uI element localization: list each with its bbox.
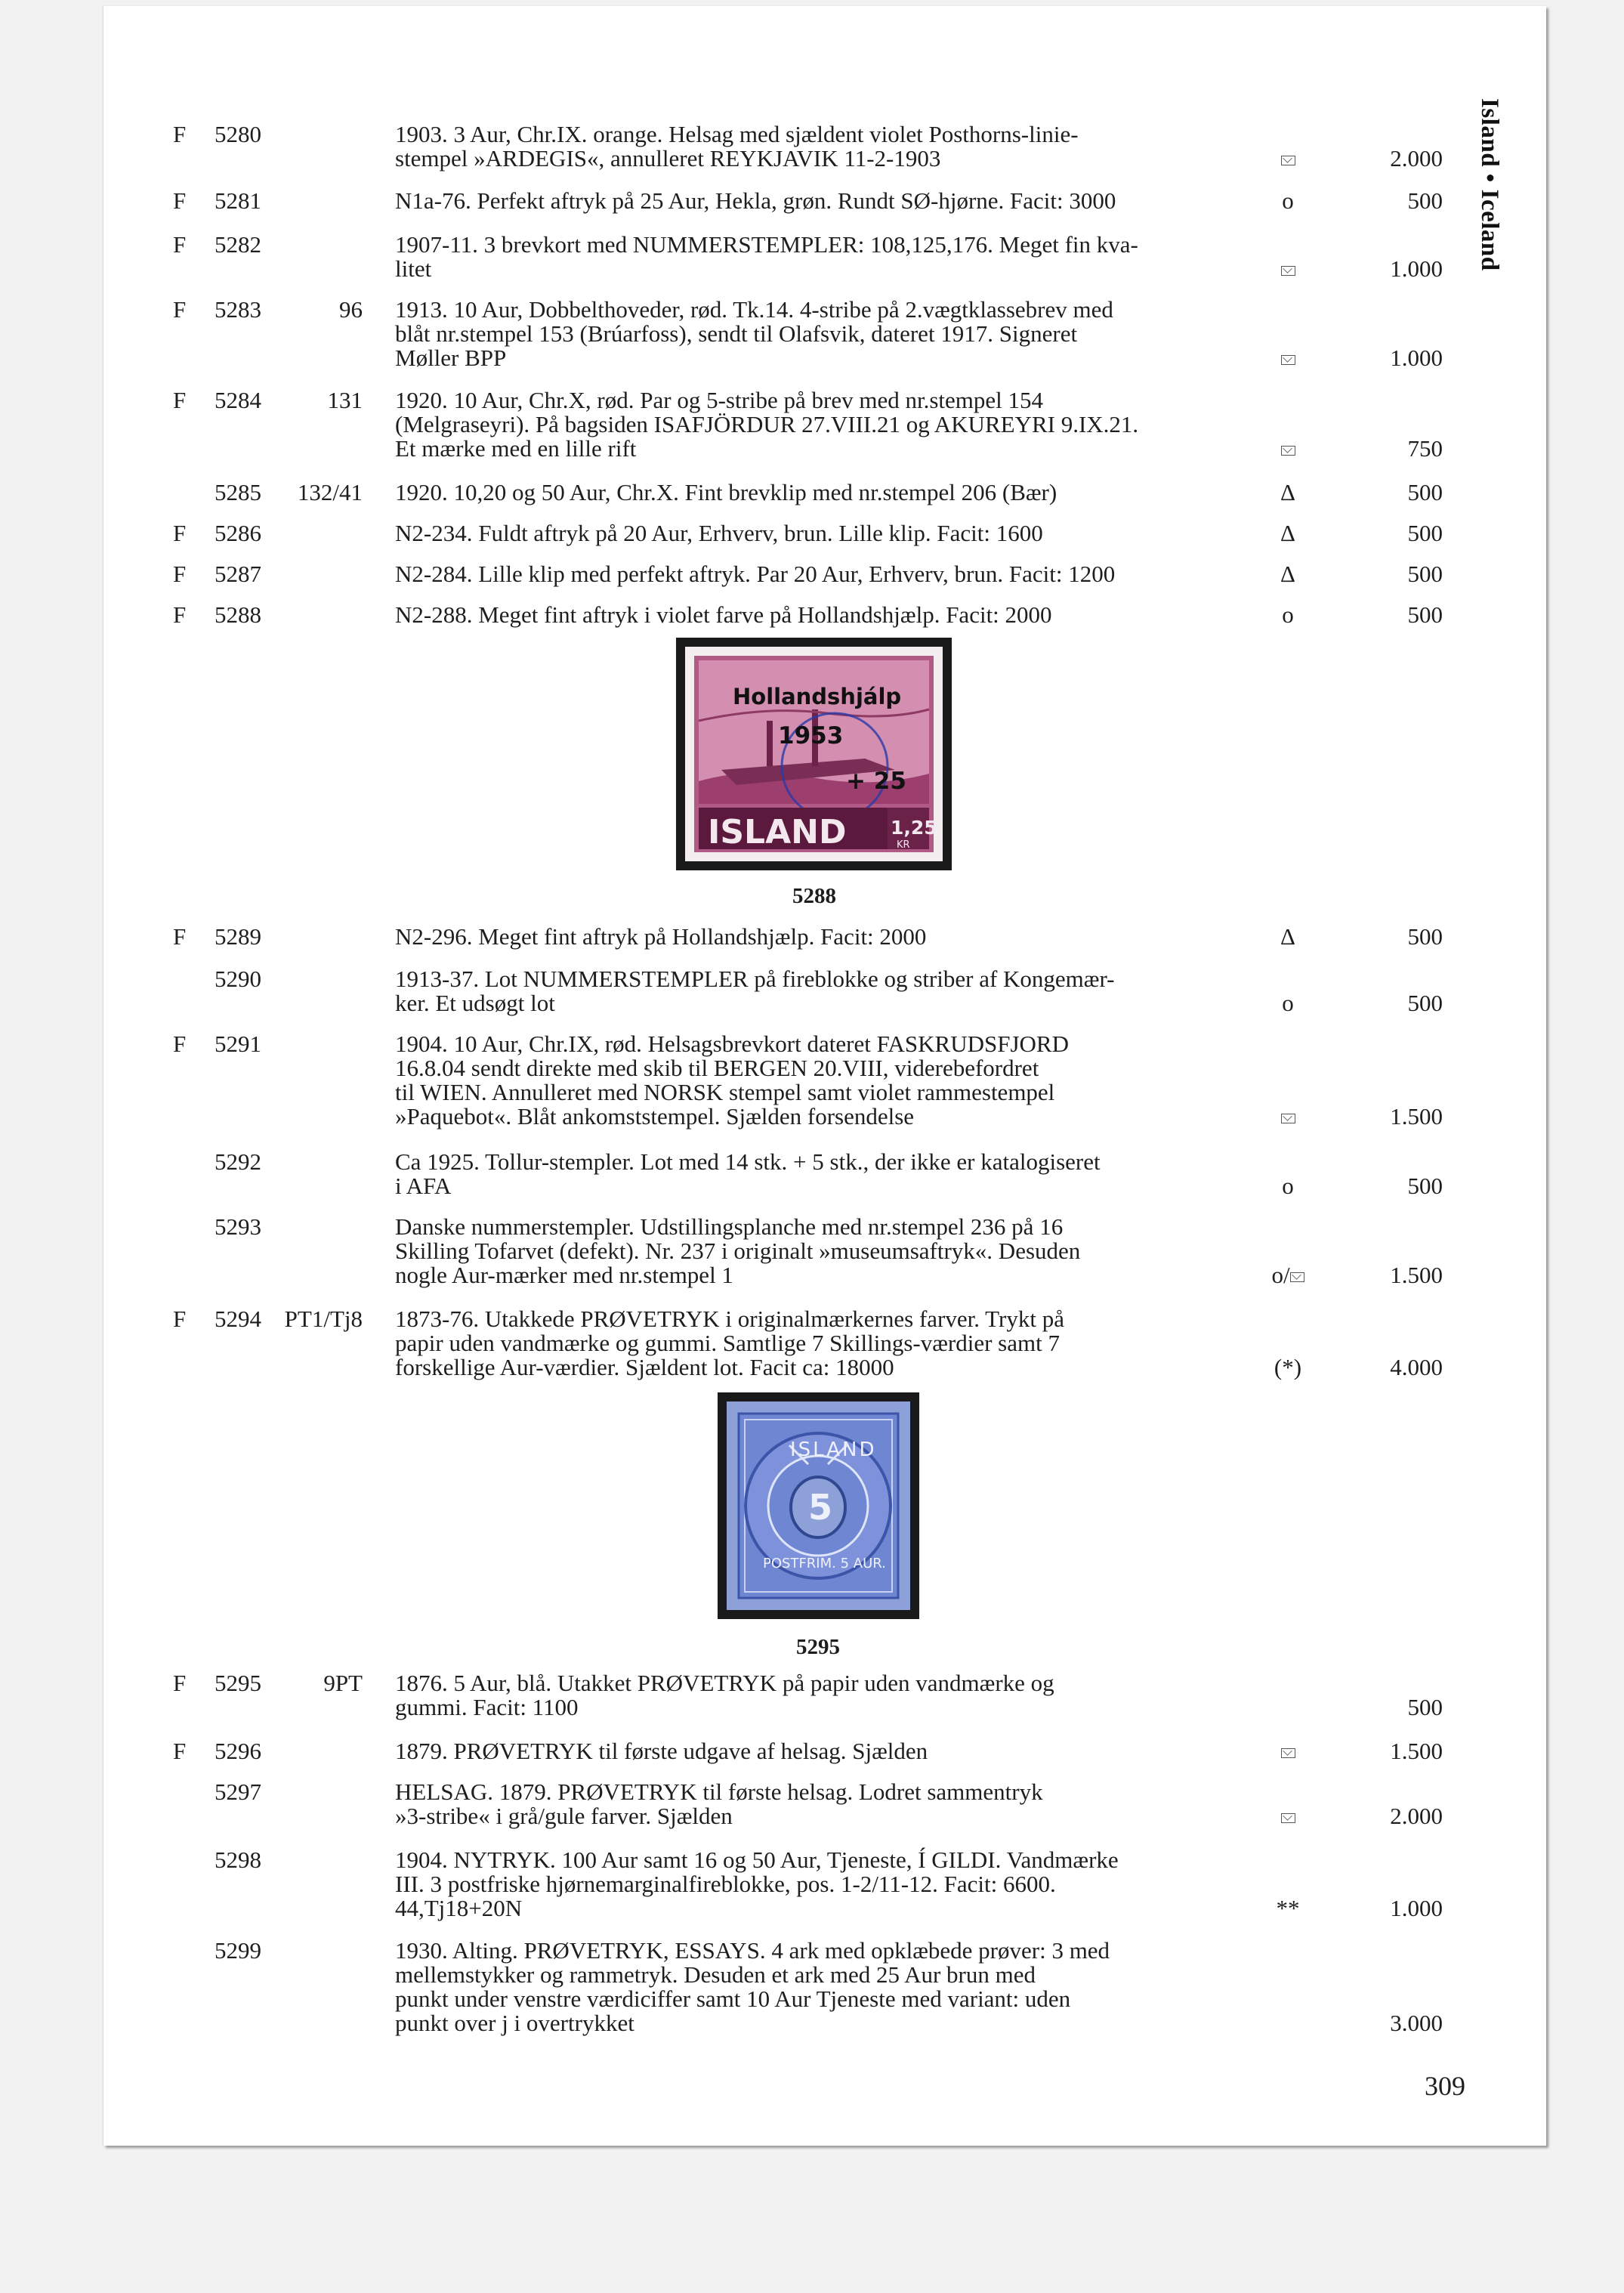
condition-symbol: (*) bbox=[1274, 1354, 1302, 1380]
lot-number: 5295 bbox=[215, 1670, 261, 1696]
description-line: N2-296. Meget fint aftryk på Hollandshjælp. Facit: 2000 bbox=[395, 923, 927, 950]
condition-symbol: Δ bbox=[1280, 479, 1295, 505]
description-line: papir uden vandmærke og gummi. Samtlige 7 Skillings-værdier samt 7 bbox=[395, 1330, 1060, 1356]
lot-number: 5297 bbox=[215, 1778, 261, 1805]
lot-number: 5291 bbox=[215, 1031, 261, 1057]
lot-flag: F bbox=[173, 121, 187, 147]
lot-flag: F bbox=[173, 1031, 187, 1057]
lot-flag: F bbox=[173, 923, 187, 950]
description-line: »Paquebot«. Blåt ankomststempel. Sjælden forsendelse bbox=[395, 1103, 915, 1130]
description-line: 16.8.04 sendt direkte med skib til BERGEN 20.VIII, viderebefordret bbox=[395, 1055, 1039, 1081]
description-line: 1920. 10 Aur, Chr.X, rød. Par og 5-stribe på brev med nr.stempel 154 bbox=[395, 387, 1044, 413]
lot-number: 5283 bbox=[215, 296, 261, 323]
description-line: Danske nummerstempler. Udstillingsplanche med nr.stempel 236 på 16 bbox=[395, 1213, 1064, 1240]
description-line: (Melgraseyri). På bagsiden ISAFJÖRDUR 27.VIII.21 og AKUREYRI 9.IX.21. bbox=[395, 411, 1139, 437]
lot-flag: F bbox=[173, 1670, 187, 1696]
lot-flag: F bbox=[173, 1738, 187, 1764]
lot-number: 5299 bbox=[215, 1937, 261, 1964]
lot-description bbox=[395, 1307, 1233, 1380]
lot-flag: F bbox=[173, 296, 187, 323]
estimate-price: 1.500 bbox=[1390, 1738, 1443, 1764]
description-line: N2-284. Lille klip med perfekt aftryk. Par 20 Aur, Erhverv, brun. Facit: 1200 bbox=[395, 561, 1116, 587]
lot-flag: F bbox=[173, 387, 187, 413]
description-line: »3-stribe« i grå/gule farver. Sjælden bbox=[395, 1803, 733, 1829]
estimate-price: 500 bbox=[1407, 187, 1443, 214]
description-line: 1904. 10 Aur, Chr.IX, rød. Helsagsbrevkort dateret FASKRUDSFJORD bbox=[395, 1031, 1069, 1057]
description-line: 44,Tj18+20N bbox=[395, 1895, 523, 1921]
condition-symbol bbox=[1254, 346, 1322, 370]
estimate-price: 500 bbox=[1407, 520, 1443, 546]
estimate-price: 3.000 bbox=[1390, 2010, 1443, 2036]
lot-number: 5288 bbox=[215, 601, 261, 628]
condition-symbol bbox=[1254, 1105, 1322, 1129]
catalog-ref: 131 bbox=[327, 387, 363, 413]
page-number: 309 bbox=[1425, 2071, 1465, 2101]
description-line: nogle Aur-mærker med nr.stempel 1 bbox=[395, 1262, 733, 1288]
stamp-5288-svg bbox=[676, 638, 952, 870]
description-line: Møller BPP bbox=[395, 345, 507, 371]
stamp-currency: KR bbox=[897, 839, 910, 851]
lot-number: 5285 bbox=[215, 479, 261, 505]
description-line: gummi. Facit: 1100 bbox=[395, 1694, 579, 1720]
lot-number: 5290 bbox=[215, 966, 261, 992]
stamp-top-text: ISLAND bbox=[790, 1439, 877, 1461]
stamp-overprint-line3: + 25 bbox=[846, 768, 906, 795]
lot-number: 5282 bbox=[215, 231, 261, 258]
lot-flag: F bbox=[173, 520, 187, 546]
lot-number: 5289 bbox=[215, 923, 261, 950]
description-line: HELSAG. 1879. PRØVETRYK til første helsag. Lodret sammentryk bbox=[395, 1778, 1043, 1805]
image-caption-5288: 5288 bbox=[792, 884, 836, 908]
estimate-price: 500 bbox=[1407, 561, 1443, 587]
lot-description bbox=[395, 233, 1233, 281]
lot-flag: F bbox=[173, 561, 187, 587]
condition-symbol: o bbox=[1282, 187, 1294, 214]
lot-number: 5287 bbox=[215, 561, 261, 587]
description-line: til WIEN. Annulleret med NORSK stempel samt violet rammestempel bbox=[395, 1079, 1055, 1105]
estimate-price: 500 bbox=[1407, 479, 1443, 505]
condition-symbol bbox=[1254, 1263, 1322, 1287]
estimate-price: 750 bbox=[1407, 435, 1443, 462]
stamp-image-5288 bbox=[676, 638, 952, 870]
catalog-ref: 96 bbox=[339, 296, 363, 323]
description-line: 1913. 10 Aur, Dobbelthoveder, rød. Tk.14. 4-stribe på 2.vægtklassebrev med bbox=[395, 296, 1113, 323]
lot-description bbox=[395, 122, 1233, 171]
cover-envelope-icon bbox=[1290, 1272, 1304, 1282]
description-line: N2-234. Fuldt aftryk på 20 Aur, Erhverv, brun. Lille klip. Facit: 1600 bbox=[395, 520, 1043, 546]
lot-flag: F bbox=[173, 1306, 187, 1332]
lot-description bbox=[395, 1150, 1233, 1198]
description-line: 1907-11. 3 brevkort med NUMMERSTEMPLER: 108,125,176. Meget fin kva- bbox=[395, 231, 1138, 258]
estimate-price: 2.000 bbox=[1390, 145, 1443, 172]
condition-symbol bbox=[1254, 257, 1322, 281]
estimate-price: 2.000 bbox=[1390, 1803, 1443, 1829]
lot-number: 5292 bbox=[215, 1148, 261, 1175]
cover-envelope-icon bbox=[1281, 1114, 1295, 1123]
description-line: 1879. PRØVETRYK til første udgave af helsag. Sjælden bbox=[395, 1738, 928, 1764]
lot-number: 5286 bbox=[215, 520, 261, 546]
lot-number: 5284 bbox=[215, 387, 261, 413]
lot-flag: F bbox=[173, 187, 187, 214]
stamp-country: ISLAND bbox=[708, 813, 847, 851]
condition-symbol: Δ bbox=[1280, 520, 1295, 546]
estimate-price: 1.000 bbox=[1390, 345, 1443, 371]
cover-envelope-icon bbox=[1281, 156, 1295, 165]
stamp-image-5295 bbox=[718, 1392, 919, 1619]
condition-symbol: o bbox=[1282, 1173, 1294, 1199]
lot-description bbox=[395, 521, 1233, 545]
lot-description bbox=[395, 1848, 1233, 1921]
lot-description bbox=[395, 1780, 1233, 1828]
lot-description bbox=[395, 1032, 1233, 1129]
cover-envelope-icon bbox=[1281, 1748, 1295, 1758]
catalog-ref: PT1/Tj8 bbox=[284, 1306, 363, 1332]
lot-description bbox=[395, 388, 1233, 461]
condition-symbol: Δ bbox=[1280, 561, 1295, 587]
lot-description bbox=[395, 1215, 1233, 1287]
lot-description bbox=[395, 189, 1233, 213]
estimate-price: 500 bbox=[1407, 923, 1443, 950]
description-line: blåt nr.stempel 153 (Brúarfoss), sendt til Olafsvik, dateret 1917. Signeret bbox=[395, 320, 1078, 347]
condition-symbol bbox=[1254, 147, 1322, 171]
condition-symbol: o bbox=[1282, 601, 1294, 628]
estimate-price: 1.500 bbox=[1390, 1103, 1443, 1130]
stamp-center-value: 5 bbox=[808, 1487, 833, 1528]
estimate-price: 4.000 bbox=[1390, 1354, 1443, 1380]
description-line: litet bbox=[395, 255, 432, 282]
lot-number: 5296 bbox=[215, 1738, 261, 1764]
cover-envelope-icon bbox=[1281, 1813, 1295, 1823]
stamp-value: 1,25 bbox=[891, 817, 937, 839]
cover-envelope-icon bbox=[1281, 355, 1295, 365]
description-line: Skilling Tofarvet (defekt). Nr. 237 i originalt »museumsaftryk«. Desuden bbox=[395, 1238, 1081, 1264]
estimate-price: 500 bbox=[1407, 601, 1443, 628]
condition-used-mark: o/ bbox=[1271, 1262, 1290, 1288]
description-line: forskellige Aur-værdier. Sjældent lot. Facit ca: 18000 bbox=[395, 1354, 894, 1380]
condition-symbol: o bbox=[1282, 990, 1294, 1016]
lot-description bbox=[395, 967, 1233, 1015]
image-caption-5295: 5295 bbox=[796, 1635, 840, 1659]
estimate-price: 1.000 bbox=[1390, 255, 1443, 282]
estimate-price: 500 bbox=[1407, 1694, 1443, 1720]
stamp-overprint-line2: 1953 bbox=[778, 722, 844, 749]
lot-description bbox=[395, 562, 1233, 586]
description-line: stempel »ARDEGIS«, annulleret REYKJAVIK 11-2-1903 bbox=[395, 145, 941, 172]
lot-description bbox=[395, 925, 1233, 949]
description-line: Et mærke med en lille rift bbox=[395, 435, 637, 462]
estimate-price: 500 bbox=[1407, 1173, 1443, 1199]
lot-number: 5281 bbox=[215, 187, 261, 214]
cover-envelope-icon bbox=[1281, 266, 1295, 276]
lot-flag: F bbox=[173, 601, 187, 628]
lot-number: 5294 bbox=[215, 1306, 261, 1332]
description-line: 1920. 10,20 og 50 Aur, Chr.X. Fint brevklip med nr.stempel 206 (Bær) bbox=[395, 479, 1057, 505]
stamp-bottom-text: POSTFRIM. 5 AUR. bbox=[763, 1556, 886, 1571]
description-line: 1903. 3 Aur, Chr.IX. orange. Helsag med sjældent violet Posthorns-linie- bbox=[395, 121, 1079, 147]
estimate-price: 1.500 bbox=[1390, 1262, 1443, 1288]
description-line: III. 3 postfriske hjørnemarginalfireblokke, pos. 1-2/11-12. Facit: 6600. bbox=[395, 1871, 1056, 1897]
description-line: 1873-76. Utakkede PRØVETRYK i originalmærkernes farver. Trykt på bbox=[395, 1306, 1064, 1332]
condition-symbol bbox=[1254, 1739, 1322, 1763]
cover-envelope-icon bbox=[1281, 446, 1295, 456]
condition-symbol: ** bbox=[1276, 1895, 1300, 1921]
catalog-ref: 132/41 bbox=[297, 479, 363, 505]
condition-symbol bbox=[1254, 437, 1322, 461]
lot-description bbox=[395, 481, 1233, 505]
description-line: i AFA bbox=[395, 1173, 452, 1199]
lot-description bbox=[395, 1939, 1233, 2035]
description-line: 1930. Alting. PRØVETRYK, ESSAYS. 4 ark med opklæbede prøver: 3 med bbox=[395, 1937, 1110, 1964]
lot-description bbox=[395, 603, 1233, 627]
description-line: Ca 1925. Tollur-stempler. Lot med 14 stk. + 5 stk., der ikke er katalogiseret bbox=[395, 1148, 1101, 1175]
lot-number: 5298 bbox=[215, 1846, 261, 1873]
description-line: mellemstykker og rammetryk. Desuden et ark med 25 Aur brun med bbox=[395, 1961, 1036, 1988]
estimate-price: 1.000 bbox=[1390, 1895, 1443, 1921]
condition-symbol bbox=[1254, 1804, 1322, 1828]
catalog-ref: 9PT bbox=[323, 1670, 363, 1696]
lot-description bbox=[395, 298, 1233, 370]
lot-number: 5280 bbox=[215, 121, 261, 147]
description-line: 1876. 5 Aur, blå. Utakket PRØVETRYK på papir uden vandmærke og bbox=[395, 1670, 1054, 1696]
section-tab: Island • Iceland bbox=[1476, 98, 1503, 271]
description-line: 1913-37. Lot NUMMERSTEMPLER på fireblokke og striber af Kongemær- bbox=[395, 966, 1115, 992]
estimate-price: 500 bbox=[1407, 990, 1443, 1016]
lot-flag: F bbox=[173, 231, 187, 258]
lot-description bbox=[395, 1671, 1233, 1720]
lot-description bbox=[395, 1739, 1233, 1763]
description-line: 1904. NYTRYK. 100 Aur samt 16 og 50 Aur, Tjeneste, Í GILDI. Vandmærke bbox=[395, 1846, 1119, 1873]
description-line: ker. Et udsøgt lot bbox=[395, 990, 555, 1016]
stamp-overprint-line1: Hollandshjálp bbox=[733, 684, 902, 709]
description-line: punkt under venstre værdiciffer samt 10 Aur Tjeneste med variant: uden bbox=[395, 1986, 1071, 2012]
lot-number: 5293 bbox=[215, 1213, 261, 1240]
description-line: N2-288. Meget fint aftryk i violet farve på Hollandshjælp. Facit: 2000 bbox=[395, 601, 1052, 628]
description-line: N1a-76. Perfekt aftryk på 25 Aur, Hekla, grøn. Rundt SØ-hjørne. Facit: 3000 bbox=[395, 187, 1116, 214]
stamp-5295-svg bbox=[718, 1392, 919, 1619]
condition-symbol: Δ bbox=[1280, 923, 1295, 950]
description-line: punkt over j i overtrykket bbox=[395, 2010, 634, 2036]
